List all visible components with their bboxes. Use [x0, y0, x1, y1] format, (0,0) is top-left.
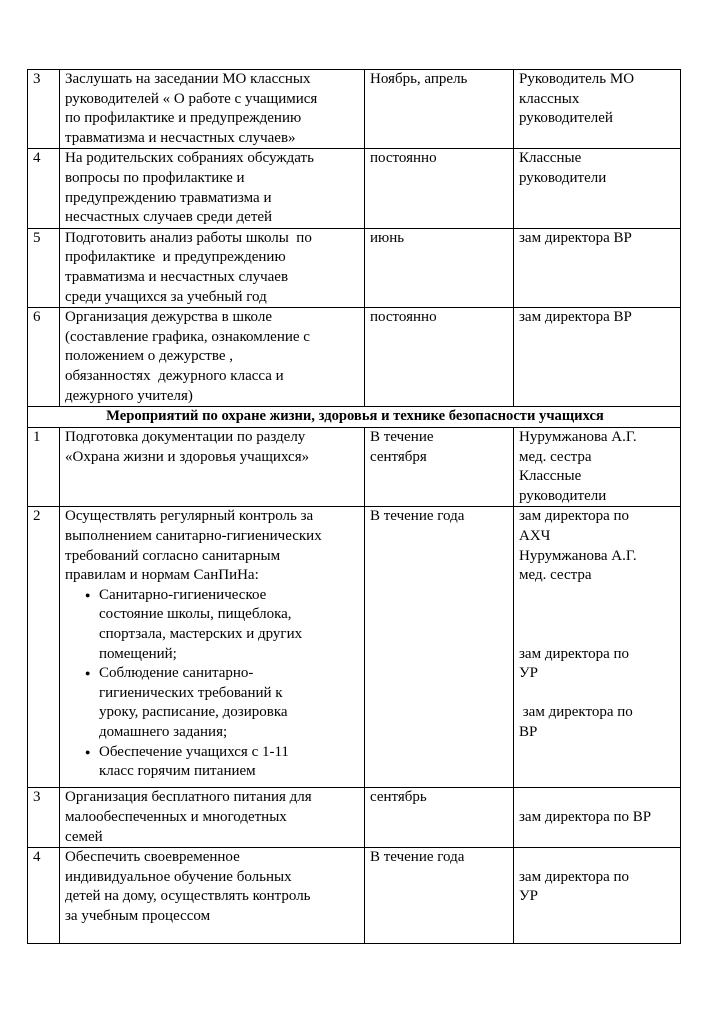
action-line: Обеспечить своевременное: [65, 849, 240, 866]
term-line: В течение: [370, 429, 434, 446]
responsible-line: Нурумжанова А.Г.: [519, 547, 637, 564]
responsible-line: зам директора по: [519, 704, 633, 721]
responsible-line: Руководитель МО: [519, 71, 635, 87]
action-line: правилам и нормам СанПиНа:: [65, 567, 259, 584]
action-line: Организация бесплатного питания для: [65, 789, 312, 806]
table-row: [28, 149, 681, 228]
action-line: семей: [65, 828, 103, 845]
responsible-line: руководителей: [519, 110, 613, 127]
action-line: Организация дежурства в школе: [65, 309, 272, 326]
responsible-line: Нурумжанова А.Г.: [519, 429, 637, 446]
responsible-line: УР: [519, 665, 538, 682]
term-cell: [365, 308, 514, 407]
list-item-line: ● Обеспечение учащихся с 1-11: [99, 743, 289, 760]
responsible-line: зам директора ВР: [519, 229, 632, 246]
control-items-list: [65, 586, 361, 782]
action-line: выполнением санитарно-гигиенических: [65, 528, 322, 545]
section-title: Мероприятий по охране жизни, здоровья и технике безопасности учащихся: [28, 407, 681, 428]
action-cell: [60, 70, 365, 149]
term-line: В течение года: [370, 849, 465, 866]
term-line: постоянно: [370, 150, 437, 167]
responsible-cell: [514, 70, 681, 149]
responsible-cell: [514, 228, 681, 307]
row-number: 3: [28, 70, 60, 149]
action-line: вопросы по профилактике и: [65, 169, 245, 186]
responsible-cell: [514, 428, 681, 507]
action-cell: [60, 848, 365, 944]
row-number: 3: [28, 788, 60, 848]
action-line: Заслушать на заседании МО классных: [65, 71, 311, 87]
action-line: положением о дежурстве ,: [65, 348, 233, 365]
list-item-line: уроку, расписание, дозировка: [99, 704, 288, 721]
spacer: [519, 586, 677, 606]
table-row: [28, 507, 681, 788]
list-item-line: ● Соблюдение санитарно-: [99, 665, 254, 682]
term-cell: [365, 507, 514, 788]
responsible-line: Классные: [519, 150, 582, 167]
responsible-cell: [514, 848, 681, 944]
responsible-line: УР: [519, 888, 538, 905]
spacer: [519, 684, 677, 704]
action-line: руководителей « О работе с учащимися: [65, 90, 318, 107]
term-cell: [365, 228, 514, 307]
spacer: [519, 788, 677, 808]
list-item-line: состояние школы, пищеблока,: [99, 606, 292, 623]
action-cell: [60, 507, 365, 788]
list-item-line: спортзала, мастерских и других: [99, 626, 303, 643]
plan-table: [27, 69, 681, 944]
action-line: (составление графика, ознакомление с: [65, 328, 310, 345]
responsible-cell: [514, 788, 681, 848]
action-line: обязанностях дежурного класса и: [65, 367, 284, 384]
list-item-line: класс горячим питанием: [99, 763, 256, 780]
term-cell: [365, 428, 514, 507]
list-item: [65, 743, 361, 782]
action-line: среди учащихся за учебный год: [65, 288, 267, 305]
table-row: [28, 228, 681, 307]
section-row: [28, 407, 681, 428]
table-row: [28, 848, 681, 944]
action-line: Подготовка документации по разделу: [65, 429, 306, 446]
responsible-cell: [514, 149, 681, 228]
action-line: несчастных случаев среди детей: [65, 209, 273, 226]
action-line: за учебным процессом: [65, 908, 211, 925]
action-line: профилактике и предупреждению: [65, 249, 286, 266]
responsible-line: зам директора по: [519, 508, 630, 525]
responsible-line: Классные: [519, 468, 582, 485]
row-number: 1: [28, 428, 60, 507]
term-line: В течение года: [370, 508, 465, 525]
term-cell: [365, 70, 514, 149]
list-item-line: помещений;: [99, 645, 177, 662]
action-cell: [60, 308, 365, 407]
row-number: 6: [28, 308, 60, 407]
list-item-line: гигиенических требований к: [99, 684, 283, 701]
action-line: травматизма и несчастных случаев»: [65, 129, 296, 146]
action-line: Подготовить анализ работы школы по: [65, 229, 312, 246]
table-row: [28, 308, 681, 407]
action-line: индивидуальное обучение больных: [65, 868, 292, 885]
responsible-cell: [514, 507, 681, 788]
responsible-line: классных: [519, 90, 580, 107]
term-cell: [365, 848, 514, 944]
row-number: 4: [28, 848, 60, 944]
action-cell: [60, 228, 365, 307]
responsible-line: зам директора по: [519, 645, 630, 662]
table-row: [28, 788, 681, 848]
term-cell: [365, 149, 514, 228]
term-line: Ноябрь, апрель: [370, 71, 468, 87]
action-cell: [60, 788, 365, 848]
action-line: травматизма и несчастных случаев: [65, 268, 289, 285]
plan-table-body: [28, 70, 681, 944]
table-row: [28, 70, 681, 149]
list-item: [65, 664, 361, 742]
responsible-cell: [514, 308, 681, 407]
responsible-line: мед. сестра: [519, 448, 592, 465]
responsible-line: зам директора по: [519, 868, 630, 885]
action-line: детей на дому, осуществлять контроль: [65, 888, 311, 905]
responsible-line: АХЧ: [519, 528, 551, 545]
row-number: 5: [28, 228, 60, 307]
responsible-line: ВР: [519, 724, 538, 740]
spacer: [519, 605, 677, 625]
action-line: требований согласно санитарным: [65, 547, 281, 564]
responsible-line: зам директора ВР: [519, 309, 632, 326]
responsible-line: руководители: [519, 169, 607, 186]
responsible-line: зам директора по ВР: [519, 809, 652, 826]
action-line: предупреждению травматизма и: [65, 189, 272, 206]
table-row: [28, 428, 681, 507]
action-line: На родительских собраниях обсуждать: [65, 150, 314, 167]
action-cell: [60, 428, 365, 507]
row-number: 4: [28, 149, 60, 228]
spacer: [519, 848, 677, 868]
action-line: дежурного учителя): [65, 387, 193, 404]
term-line: июнь: [370, 229, 405, 246]
spacer: [519, 625, 677, 645]
term-line: сентябрь: [370, 789, 427, 806]
action-line: малообеспеченных и многодетных: [65, 809, 287, 826]
term-cell: [365, 788, 514, 848]
action-cell: [60, 149, 365, 228]
responsible-line: руководители: [519, 487, 607, 504]
list-item-line: ● Санитарно-гигиеническое: [99, 586, 267, 603]
responsible-line: мед. сестра: [519, 567, 592, 584]
list-item: [65, 586, 361, 664]
row-number: 2: [28, 507, 60, 788]
list-item-line: домашнего задания;: [99, 724, 228, 740]
term-line: сентября: [370, 448, 427, 465]
action-line: «Охрана жизни и здоровья учащихся»: [65, 448, 310, 465]
term-line: постоянно: [370, 309, 437, 326]
action-line: Осуществлять регулярный контроль за: [65, 508, 314, 525]
action-line: по профилактике и предупреждению: [65, 110, 302, 127]
